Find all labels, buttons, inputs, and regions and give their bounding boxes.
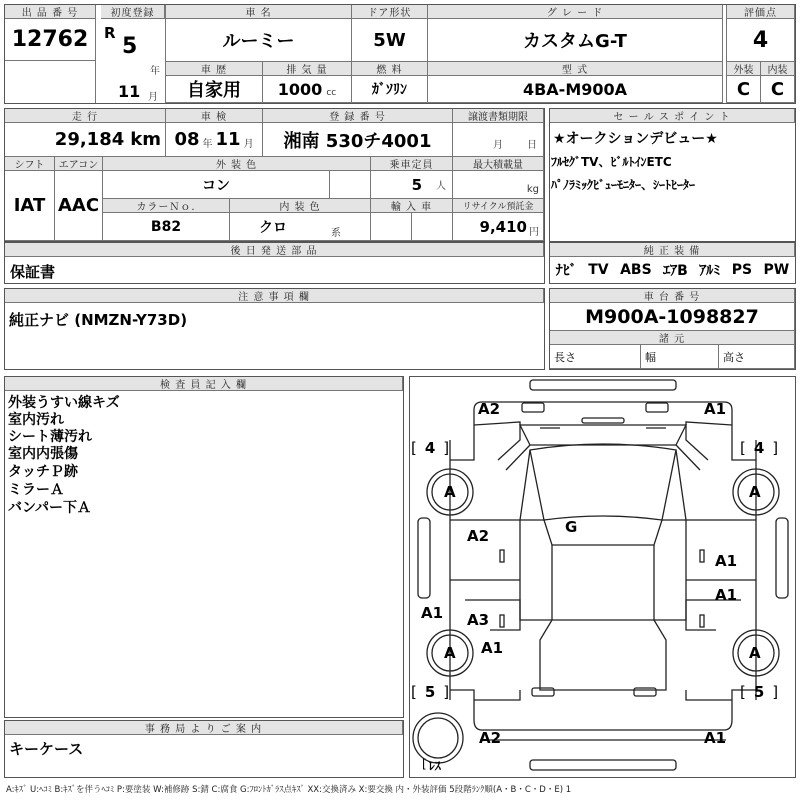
displacement-cell bbox=[263, 76, 352, 103]
chassis-label: 車 台 番 号 bbox=[550, 289, 795, 303]
score-gap bbox=[723, 5, 727, 103]
inspector-line-1: 外装うすい線キズ bbox=[8, 395, 120, 411]
bracket-open: [ bbox=[411, 683, 417, 701]
mark-front-right-a1: A1 bbox=[704, 400, 727, 418]
tire-depth-value: 4 bbox=[753, 439, 765, 457]
office-label: 事 務 局 よ り ご 案 内 bbox=[5, 721, 403, 735]
inspector-line-6: ミラーＡ bbox=[8, 482, 64, 498]
inspection-label: 車 検 bbox=[166, 109, 263, 123]
equip-alloy: ｱﾙﾐ bbox=[699, 263, 721, 279]
inspector-block bbox=[4, 376, 404, 718]
bracket-close: ] bbox=[772, 683, 779, 701]
load-unit: kg bbox=[526, 184, 539, 195]
height-label: 高さ bbox=[723, 350, 745, 364]
legend: A:ｷｽﾞ U:ﾍｺﾐ B:ｷｽﾞを伴うﾍｺﾐ P:要塗装 W:補修跡 S:錆 C:腐食 G:ﾌﾛﾝﾄｶﾞﾗｽ点ｷｽﾞ XX:交換済み X:要交換 内・外装評価 5段階ﾗﾝｸ順(A・B・C・D・E) 1 bbox=[6, 785, 572, 795]
load-cell bbox=[453, 171, 544, 199]
ac-label: エアコン bbox=[55, 157, 103, 171]
office-value: キーケース bbox=[9, 740, 84, 758]
mark-tire-rr: A bbox=[749, 644, 761, 662]
sales-point-3: ﾊﾟﾉﾗﾐｯｸﾋﾞｭｰﾓﾆﾀｰ、ｼｰﾄﾋｰﾀｰ bbox=[551, 178, 696, 192]
mark-rear-left-a2: A2 bbox=[479, 729, 502, 747]
color-no-value: B82 bbox=[103, 213, 230, 241]
bracket-open: [ bbox=[740, 683, 746, 701]
mark-roof-g: G bbox=[565, 518, 578, 536]
mark-left-rear-a3: A3 bbox=[467, 611, 490, 629]
model-label: 型 式 bbox=[428, 62, 723, 76]
inspector-line-5: タッチＰ跡 bbox=[8, 464, 78, 480]
fuel-value: ｶﾞｿﾘﾝ bbox=[352, 76, 428, 103]
recycle-value: 9,410 bbox=[479, 217, 527, 236]
interior-color-label: 内 装 色 bbox=[230, 199, 371, 213]
shift-label: シフト bbox=[5, 157, 55, 171]
import-cell-b bbox=[412, 213, 453, 241]
grade-value: カスタムG-T bbox=[428, 19, 723, 62]
mark-left-side-a1: A1 bbox=[421, 604, 444, 622]
displacement-value: 1000 bbox=[277, 79, 323, 99]
interior-color-cell bbox=[230, 213, 371, 241]
plate-label: 登 録 番 号 bbox=[263, 109, 453, 123]
month-unit: 月 bbox=[148, 92, 158, 103]
dims-label: 諸 元 bbox=[550, 331, 795, 345]
sales-point-2: ﾌﾙｾｸﾞTV、ﾋﾞﾙﾄｲﾝETC bbox=[551, 155, 672, 169]
car-name-label: 車 名 bbox=[166, 5, 352, 19]
width-label: 幅 bbox=[645, 350, 656, 364]
capacity-cell bbox=[371, 171, 453, 199]
inspection-month: 11 bbox=[215, 129, 241, 150]
shift-value: IAT bbox=[5, 171, 55, 241]
import-label: 輸 入 車 bbox=[371, 199, 453, 213]
mark-tire-lr: A bbox=[444, 644, 456, 662]
inspector-label: 検 査 員 記 入 欄 bbox=[5, 377, 403, 391]
tire-depth-left-rear bbox=[411, 683, 449, 701]
model-value: 4BA-M900A bbox=[428, 76, 723, 103]
height-cell bbox=[719, 345, 795, 369]
later-parts-value: 保証書 bbox=[10, 263, 56, 281]
inspection-cell bbox=[166, 123, 263, 157]
mark-front-left-a2: A2 bbox=[478, 400, 501, 418]
tire-depth-value: 5 bbox=[424, 683, 436, 701]
recycle-unit: 円 bbox=[529, 227, 539, 238]
displacement-unit: cc bbox=[326, 88, 337, 98]
equipment-list bbox=[550, 259, 795, 281]
mark-tire-rf: A bbox=[749, 483, 761, 501]
equip-navi: ﾅﾋﾞ bbox=[555, 263, 577, 279]
lot-blank bbox=[5, 61, 96, 103]
door-label: ドア形状 bbox=[352, 5, 428, 19]
transfer-label: 譲渡書類期限 bbox=[453, 109, 544, 123]
mark-left-wheel-a1: A1 bbox=[481, 639, 504, 657]
tire-depth-right-front bbox=[740, 439, 778, 457]
history-value: 自家用 bbox=[166, 76, 263, 103]
history-label: 車 歴 bbox=[166, 62, 263, 76]
inspection-year-unit: 年 bbox=[202, 139, 213, 150]
tire-depth-right-rear bbox=[740, 683, 778, 701]
interior-color-unit: 系 bbox=[331, 228, 341, 239]
inspection-year: 08 bbox=[174, 129, 200, 150]
spare-status-value: ﾚｽ bbox=[428, 759, 441, 773]
car-diagram bbox=[409, 376, 796, 778]
color-no-label: カラーＮｏ. bbox=[103, 199, 230, 213]
exterior-label: 外装 bbox=[727, 62, 761, 76]
capacity-label: 乗車定員 bbox=[371, 157, 453, 171]
capacity-value: 5 bbox=[411, 175, 422, 194]
bracket-open: [ bbox=[411, 439, 417, 457]
first-reg-label: 初度登録 bbox=[101, 5, 165, 19]
equip-ps: PS bbox=[731, 262, 753, 278]
first-reg-year: 5 bbox=[122, 34, 138, 59]
tire-depth-value: 4 bbox=[424, 439, 436, 457]
import-cell-a bbox=[371, 213, 412, 241]
fuel-label: 燃 料 bbox=[352, 62, 428, 76]
sales-point-1: ★オークションデビュー★ bbox=[553, 131, 718, 147]
length-label: 長さ bbox=[554, 350, 576, 364]
bracket-open: [ bbox=[422, 757, 427, 771]
door-value: 5W bbox=[352, 19, 428, 62]
bracket-close: ] bbox=[443, 683, 450, 701]
equipment-label: 純 正 装 備 bbox=[550, 243, 795, 257]
plate-value: 湘南 530チ4001 bbox=[263, 123, 453, 157]
interior-value: C bbox=[761, 76, 795, 103]
transfer-month-unit: 月 bbox=[493, 140, 503, 151]
equip-pw: PW bbox=[763, 262, 790, 278]
displacement-label: 排 気 量 bbox=[263, 62, 352, 76]
inspection-month-unit: 月 bbox=[243, 139, 254, 150]
score-value: 4 bbox=[727, 19, 795, 62]
mark-right-door-a1: A1 bbox=[715, 552, 738, 570]
mileage-unit: km bbox=[130, 129, 161, 150]
inspector-line-2: 室内汚れ bbox=[8, 412, 64, 428]
interior-color-value: クロ bbox=[259, 219, 287, 236]
capacity-unit: 人 bbox=[436, 181, 446, 192]
later-parts-label: 後 日 発 送 部 品 bbox=[5, 243, 544, 257]
inspector-line-7: バンパー下Ａ bbox=[8, 500, 92, 516]
chassis-value: M900A-1098827 bbox=[550, 303, 795, 331]
ac-value: AAC bbox=[55, 171, 103, 241]
equip-airbag: ｴｱB bbox=[663, 263, 688, 279]
lot-number: 12762 bbox=[5, 19, 96, 61]
recycle-label: リサイクル預託金 bbox=[453, 199, 544, 213]
equip-tv: TV bbox=[588, 262, 609, 278]
mark-rear-right-a1: A1 bbox=[704, 729, 727, 747]
width-cell bbox=[641, 345, 719, 369]
interior-label: 内装 bbox=[761, 62, 795, 76]
mark-right-rear-a1: A1 bbox=[715, 586, 738, 604]
mileage-value: 29,184 bbox=[54, 129, 125, 150]
tire-depth-value: 5 bbox=[753, 683, 765, 701]
notes-label: 注 意 事 項 欄 bbox=[5, 289, 544, 303]
color-value: コン bbox=[103, 171, 330, 199]
exterior-value: C bbox=[727, 76, 761, 103]
car-name: ルーミー bbox=[166, 19, 352, 62]
lot-label: 出 品 番 号 bbox=[5, 5, 96, 19]
grade-label: グ レ ー ド bbox=[428, 5, 723, 19]
bracket-close: ] bbox=[443, 439, 450, 457]
first-reg-month: 11 bbox=[118, 82, 141, 101]
recycle-cell bbox=[453, 213, 544, 241]
mileage-label: 走 行 bbox=[5, 109, 166, 123]
mileage-cell bbox=[5, 123, 166, 157]
mark-left-door-a2: A2 bbox=[467, 527, 490, 545]
year-unit: 年 bbox=[150, 66, 160, 77]
spare-tire-status bbox=[422, 757, 441, 774]
inspector-line-4: 室内内張傷 bbox=[8, 446, 78, 462]
mark-tire-lf: A bbox=[444, 483, 456, 501]
transfer-cell bbox=[453, 123, 544, 157]
bracket-close: ] bbox=[772, 439, 779, 457]
inspector-line-3: シート薄汚れ bbox=[8, 429, 92, 445]
length-cell bbox=[550, 345, 641, 369]
color-spare bbox=[330, 171, 371, 199]
load-label: 最大積載量 bbox=[453, 157, 544, 171]
notes-value: 純正ナビ (NMZN-Y73D) bbox=[9, 311, 188, 329]
era: R bbox=[104, 24, 116, 42]
tire-depth-left-front bbox=[411, 439, 449, 457]
color-label: 外 装 色 bbox=[103, 157, 371, 171]
equip-abs: ABS bbox=[620, 262, 652, 278]
score-label: 評価点 bbox=[727, 5, 795, 19]
transfer-day-unit: 日 bbox=[527, 140, 537, 151]
sales-points-label: セ ー ル ス ポ イ ン ト bbox=[550, 109, 795, 123]
bracket-open: [ bbox=[740, 439, 746, 457]
